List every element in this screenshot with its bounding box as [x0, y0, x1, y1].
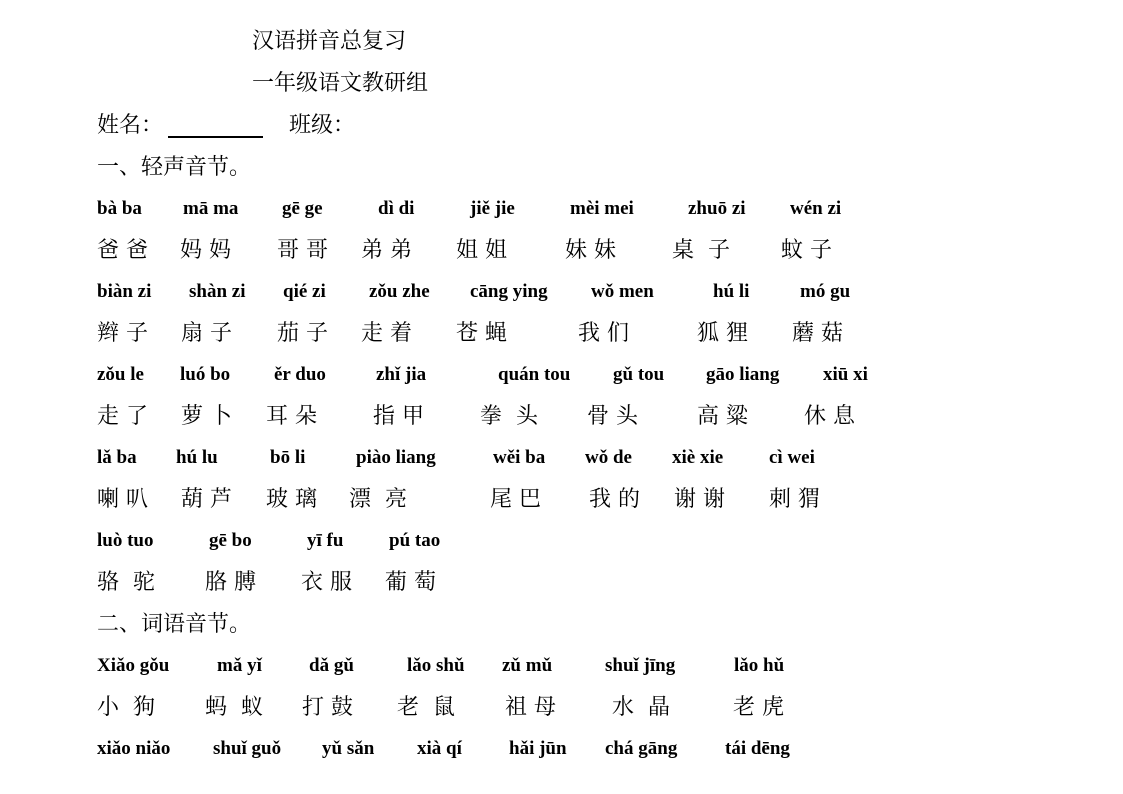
pinyin-word: hú lu — [176, 447, 218, 468]
pinyin-word: gē bo — [209, 530, 252, 551]
pinyin-word: zhuō zi — [688, 198, 746, 219]
hanzi-word: 老 虎 — [733, 695, 784, 720]
hanzi-word: 妹 妹 — [565, 238, 616, 263]
pinyin-word: hǎi jūn — [509, 738, 567, 759]
pinyin-word: mǎ yǐ — [217, 655, 262, 676]
hanzi-word: 葡 萄 — [385, 570, 436, 595]
hanzi-word: 水 晶 — [612, 695, 670, 720]
pinyin-word: wén zi — [790, 198, 842, 219]
pinyin-word: zǒu zhe — [369, 281, 430, 302]
pinyin-word: luó bo — [180, 364, 231, 385]
hanzi-word: 爸 爸 — [97, 238, 148, 263]
class-label: 班级： — [289, 113, 356, 138]
pinyin-word: dì di — [378, 198, 415, 219]
pinyin-word: xiū xi — [823, 364, 868, 385]
pinyin-word: xià qí — [417, 738, 462, 759]
hanzi-word: 骨 头 — [587, 404, 638, 429]
hanzi-word: 耳 朵 — [266, 404, 317, 429]
hanzi-word: 尾 巴 — [490, 487, 541, 512]
hanzi-word: 狐 狸 — [697, 321, 748, 346]
pinyin-word: biàn zi — [97, 281, 152, 302]
hanzi-word: 哥 哥 — [277, 238, 328, 263]
hanzi-word: 喇 叭 — [97, 487, 148, 512]
pinyin-word: pú tao — [389, 530, 441, 551]
pinyin-word: gāo liang — [706, 364, 780, 385]
pinyin-word: yī fu — [307, 530, 344, 551]
section1-heading: 一、轻声音节。 — [97, 155, 252, 180]
name-label: 姓名： — [97, 113, 164, 138]
pinyin-word: yǔ sǎn — [322, 738, 375, 759]
hanzi-word: 扇 子 — [181, 321, 232, 346]
pinyin-word: lǎ ba — [97, 447, 137, 468]
hanzi-word: 茄 子 — [277, 321, 328, 346]
pinyin-word: ěr duo — [274, 364, 326, 385]
pinyin-word: hú li — [713, 281, 750, 302]
pinyin-word: shuǐ guǒ — [213, 738, 282, 759]
hanzi-word: 我 们 — [578, 321, 629, 346]
pinyin-word: dǎ gǔ — [309, 655, 354, 676]
hanzi-word: 桌 子 — [672, 238, 730, 263]
pinyin-word: cāng ying — [470, 281, 548, 302]
pinyin-word: zǔ mǔ — [502, 655, 553, 676]
pinyin-word: bō li — [270, 447, 306, 468]
pinyin-word: gǔ tou — [613, 364, 665, 385]
hanzi-word: 漂 亮 — [349, 487, 407, 512]
pinyin-word: xiǎo niǎo — [97, 738, 171, 759]
hanzi-word: 苍 蝇 — [456, 321, 507, 346]
pinyin-word: cì wei — [769, 447, 815, 468]
name-blank-line — [168, 136, 263, 138]
section2-heading: 二、词语音节。 — [97, 612, 252, 637]
pinyin-word: mèi mei — [570, 198, 634, 219]
hanzi-word: 谢 谢 — [674, 487, 725, 512]
pinyin-word: shuǐ jīng — [605, 655, 676, 676]
hanzi-word: 辫 子 — [97, 321, 148, 346]
pinyin-word: lǎo hǔ — [734, 655, 785, 676]
pinyin-word: shàn zi — [189, 281, 246, 302]
pinyin-word: wǒ de — [585, 447, 632, 468]
hanzi-word: 衣 服 — [301, 570, 352, 595]
hanzi-word: 打 鼓 — [302, 695, 353, 720]
hanzi-word: 指 甲 — [373, 404, 424, 429]
pinyin-word: chá gāng — [605, 738, 678, 759]
hanzi-word: 蚂 蚁 — [205, 695, 263, 720]
hanzi-word: 走 着 — [361, 321, 412, 346]
document-subtitle: 一年级语文教研组 — [252, 71, 429, 96]
hanzi-word: 祖 母 — [505, 695, 556, 720]
hanzi-word: 走 了 — [97, 404, 148, 429]
hanzi-word: 老 鼠 — [397, 695, 455, 720]
hanzi-word: 葫 芦 — [181, 487, 232, 512]
pinyin-word: lǎo shǔ — [407, 655, 465, 676]
pinyin-word: wǒ men — [591, 281, 654, 302]
hanzi-word: 妈 妈 — [180, 238, 231, 263]
hanzi-word: 弟 弟 — [361, 238, 412, 263]
hanzi-word: 我 的 — [589, 487, 640, 512]
hanzi-word: 拳 头 — [480, 404, 538, 429]
hanzi-word: 小 狗 — [97, 695, 155, 720]
hanzi-word: 刺 猬 — [769, 487, 820, 512]
pinyin-word: zǒu le — [97, 364, 144, 385]
hanzi-word: 蘑 菇 — [792, 321, 843, 346]
pinyin-word: zhǐ jia — [376, 364, 427, 385]
pinyin-word: tái dēng — [725, 738, 790, 759]
pinyin-word: wěi ba — [493, 447, 546, 468]
pinyin-word: xiè xie — [672, 447, 724, 468]
hanzi-word: 高 粱 — [697, 404, 748, 429]
pinyin-word: mó gu — [800, 281, 851, 302]
hanzi-word: 姐 姐 — [456, 238, 507, 263]
hanzi-word: 玻 璃 — [266, 487, 317, 512]
pinyin-word: mā ma — [183, 198, 239, 219]
pinyin-word: jiě jie — [470, 198, 515, 219]
pinyin-word: luò tuo — [97, 530, 154, 551]
hanzi-word: 休 息 — [804, 404, 855, 429]
hanzi-word: 蚊 子 — [781, 238, 832, 263]
hanzi-word: 骆 驼 — [97, 570, 155, 595]
pinyin-word: quán tou — [498, 364, 571, 385]
pinyin-word: piào liang — [356, 447, 436, 468]
pinyin-word: gē ge — [282, 198, 323, 219]
pinyin-word: qié zi — [283, 281, 326, 302]
pinyin-word: bà ba — [97, 198, 142, 219]
pinyin-word: Xiǎo gǒu — [97, 655, 170, 676]
document-title: 汉语拼音总复习 — [252, 29, 407, 54]
hanzi-word: 萝 卜 — [181, 404, 232, 429]
hanzi-word: 胳 膊 — [205, 570, 256, 595]
